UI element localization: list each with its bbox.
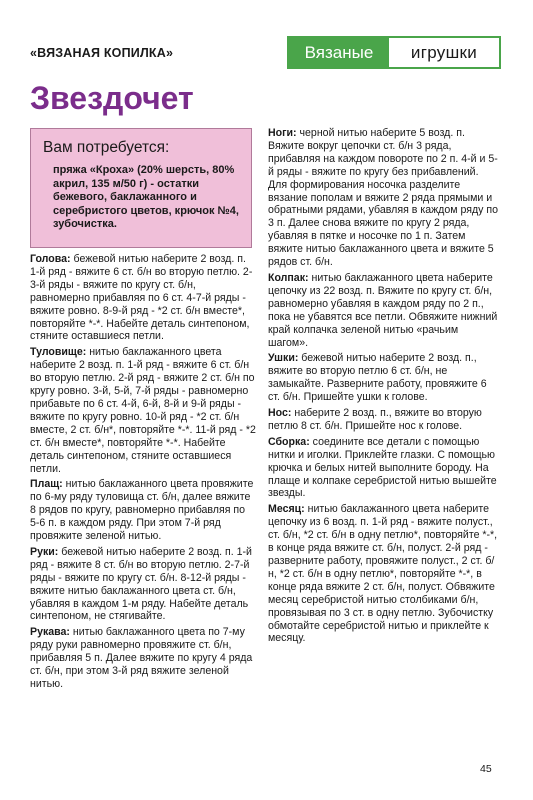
section-assembly	[268, 436, 500, 501]
section-text-body: нитью баклажанного цвета наберите 2 возд. п. 1-й ряд - вяжите 6 ст. б/н во вторую петлю. 2-й ряд - вяжите 2 ст. б/н по кругу ровно. 3-й, 5-й, 7-й ряды - равномерно прибавьте по 6 ст. 4-й, 6-й, 8-й и 9-й ряды - вяжите по кругу ровно. 10-й ряд - *2 ст. б/н вместе, 2 ст. б/н*, повторяйте *-*. 11-й ряд - *2 ст. б/н вместе*, повторяйте *-*. Набейте деталь синтепоном, стяните оставшиеся петли.	[30, 346, 256, 475]
section-text-nose: наберите 2 возд. п., вяжите во вторую петлю 8 ст. б/н. Пришейте нос к голове.	[268, 407, 482, 432]
section-label-cloak: Плащ:	[30, 478, 63, 491]
page-title: Звездочет	[30, 80, 194, 116]
section-label-moon: Месяц:	[268, 503, 305, 516]
section-label: «ВЯЗАНАЯ КОПИЛКА»	[30, 46, 174, 60]
section-body	[30, 346, 256, 475]
materials-box	[30, 128, 252, 248]
materials-title: Вам потребуется:	[43, 139, 170, 156]
section-text-legs: черной нитью наберите 5 возд. п. Вяжите вокруг цепочки ст. б/н 3 ряда, прибавляя на каждом повороте по 2 п. 4-й и 5-й ряды - вяжите по кругу без прибавлений. Для формирования носочка разделите вязание пополам и вяжите 2 ряда прямыми и обратными рядами, убавляя в каждом ряду по 3 п. Далее снова вяжите по кругу 2 ряда, убавляя в пятке и носочке по 1 п. Затем вяжите нитью баклажанного цвета и вяжите 5 рядов ст. б/н.	[268, 127, 499, 269]
section-text-moon: нитью баклажанного цвета наберите цепочку из 6 возд. п. 1-й ряд - вяжите полуст., ст. б/н, *2 ст. б/н в одну петлю*, повторяйте *-*, в конце ряда вяжите ст. б/н, полуст. 2-й ряд - разверните работу, провяжите полуст., 2 ст. б/н, *2 ст. б/н в одну петлю*, повторяйте *-*, в конце ряда вяжите 2 ст. б/н, полуст. Обвяжите месяц серебристой нитью столбиками б/н, провязывая по 3 ст. в одну петлю. Зубочистку обмотайте серебристой нитью и приклейте к месяцу.	[268, 503, 498, 645]
section-text-ears: бежевой нитью наберите 2 возд. п., вяжите во вторую петлю 6 ст. б/н, не замыкайте. Разверните работу, провяжите 6 ст. б/н. Пришейте ушки к голове.	[268, 352, 487, 404]
section-text-hat: нитью баклажанного цвета наберите цепочку из 22 возд. п. Вяжите по кругу ст. б/н, равномерно убавляя в каждом ряду по 2 п., пока не убавятся все петли. Обвяжите нижний край колпачка зеленой нитью «рачьим шагом».	[268, 271, 498, 349]
section-label-ears: Ушки:	[268, 352, 299, 365]
section-label-body: Туловище:	[30, 346, 87, 359]
section-label-sleeves: Рукава:	[30, 626, 70, 639]
section-legs	[268, 127, 500, 269]
left-column	[30, 253, 256, 694]
section-text-arms: бежевой нитью наберите 2 возд. п. 1-й ряд - вяжите 8 ст. б/н во вторую петлю. 2-7-й ряды - вяжите по кругу ст. б/н. 8-12-й ряды - вяжите нитью баклажанного цвета ст. б/н, убавляя в каждом 1-м ряду. Набейте деталь синтепоном, не стягивайте.	[30, 545, 252, 623]
section-text-assembly: соедините все детали с помощью нитки и иголки. Приклейте глазки. С помощью крючка и белых нитей выполните бороду. На плаще и колпаке серебристой нитью вышейте звезды.	[268, 435, 497, 500]
section-arms	[30, 546, 256, 623]
section-text-head: бежевой нитью наберите 2 возд. п. 1-й ряд - вяжите 6 ст. б/н во вторую петлю. 2-3-й ряды - вяжите по кругу ст. б/н, равномерно прибавляя по 6 ст. 4-7-й ряды - вяжите ровно. 8-9-й ряд - *2 ст. б/н вместе*, повторяйте *-*. Набейте деталь синтепоном, стяните оставшиеся петли.	[30, 253, 253, 343]
section-label-assembly: Сборка:	[268, 435, 310, 448]
section-moon	[268, 503, 500, 645]
section-head	[30, 253, 256, 343]
page-number: 45	[480, 763, 492, 775]
materials-text: пряжа «Кроха» (20% шерсть, 80% акрил, 135 м/50 г) - остатки бежевого, баклажанного и серебристого цветов, крючок №4, зубочистка.	[53, 164, 239, 230]
section-cloak	[30, 478, 256, 543]
category-badge-right: игрушки	[389, 38, 499, 67]
right-column	[268, 127, 500, 648]
section-nose	[268, 407, 500, 433]
section-sleeves	[30, 626, 256, 691]
section-text-cloak: нитью баклажанного цвета провяжите по 6-му ряду туловища ст. б/н, далее вяжите 8 рядов по кругу, равномерно прибавляя по 5-6 п. в каждом ряду. При этом 7-й ряд провяжите зеленой нитью.	[30, 478, 254, 543]
section-label-hat: Колпак:	[268, 271, 309, 284]
section-text-sleeves: нитью баклажанного цвета по 7-му ряду руки равномерно провяжите ст. б/н, прибавляя 5 п. Далее вяжите по кругу 4 ряда ст. б/н, при этом 3-й ряд вяжите зеленой нитью.	[30, 626, 253, 690]
section-label-head: Голова:	[30, 253, 71, 265]
section-label-legs: Ноги:	[268, 127, 297, 139]
category-badge-left: Вязаные	[304, 43, 374, 62]
section-label-nose: Нос:	[268, 407, 292, 420]
category-badge	[287, 36, 501, 69]
section-label-arms: Руки:	[30, 545, 59, 558]
section-hat	[268, 272, 500, 349]
section-ears	[268, 352, 500, 404]
